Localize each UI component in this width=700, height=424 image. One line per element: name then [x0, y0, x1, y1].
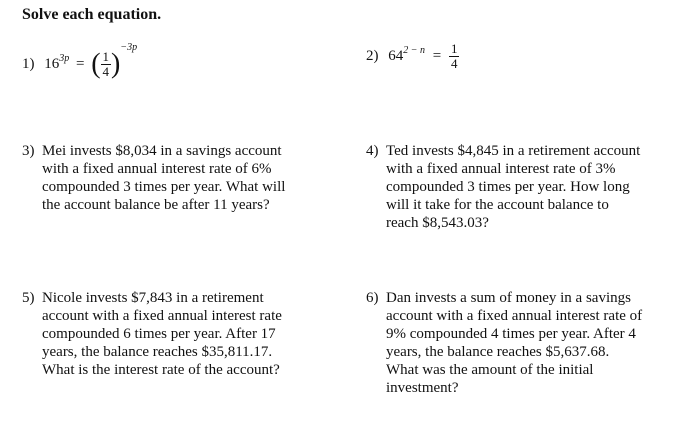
problem-6-line: Dan invests a sum of money in a savings [386, 290, 631, 306]
problem-4-number: 4) [366, 143, 379, 159]
problem-6-number: 6) [366, 290, 379, 306]
equation-1-number: 1) [22, 56, 35, 72]
equation-2-fraction [449, 42, 460, 71]
problem-4-text [386, 142, 666, 232]
equation-1-frac-numerator: 1 [102, 49, 110, 65]
problem-4 [366, 142, 666, 232]
equation-2-equals: = [432, 47, 442, 64]
equation-1-base-exponent: 3p [59, 53, 70, 64]
problem-6-text [386, 289, 666, 397]
problem-3-text [42, 142, 312, 214]
equation-1-rhs-exponent: −3p [120, 42, 138, 53]
equation-2-frac-denominator: 4 [450, 56, 458, 71]
problem-6-line: years, the balance reaches $5,637.68. [386, 344, 610, 360]
problem-3-line: compounded 3 times per year. What will [42, 179, 286, 195]
problem-6-line: investment? [386, 380, 459, 396]
problem-3 [22, 142, 312, 214]
problem-5-line: compounded 6 times per year. After 17 [42, 326, 276, 342]
problem-4-line: with a fixed annual interest rate of 3% [386, 161, 616, 177]
problem-6 [366, 289, 666, 397]
equation-2 [366, 42, 459, 71]
equation-2-frac-numerator: 1 [450, 41, 458, 56]
problem-5-text [42, 289, 312, 379]
problem-5-number: 5) [22, 290, 35, 306]
problem-4-line: compounded 3 times per year. How long [386, 179, 630, 195]
problem-3-line: with a fixed annual interest rate of 6% [42, 161, 272, 177]
open-paren: ( [91, 48, 101, 80]
problem-5-line: years, the balance reaches $35,811.17. [42, 344, 273, 360]
problem-5 [22, 289, 312, 379]
equation-1 [22, 42, 137, 79]
problem-4-line: will it take for the account balance to [386, 197, 609, 213]
equation-2-base: 64 [388, 47, 404, 64]
equation-1-fraction [101, 50, 112, 79]
problem-3-number: 3) [22, 143, 35, 159]
problem-6-line: 9% compounded 4 times per year. After 4 [386, 326, 636, 342]
equation-1-base: 16 [44, 56, 60, 72]
equation-2-number: 2) [366, 47, 379, 64]
worksheet-title: Solve each equation. [22, 6, 162, 23]
problem-5-line: What is the interest rate of the account? [42, 362, 280, 378]
equation-2-base-exponent: 2 − n [403, 44, 425, 56]
problem-6-line: What was the amount of the initial [386, 362, 594, 378]
problem-4-line: reach $8,543.03? [386, 215, 489, 231]
problem-6-line: account with a fixed annual interest rate of [386, 308, 643, 324]
problem-5-line: Nicole invests $7,843 in a retirement [42, 290, 264, 306]
problem-3-line: the account balance be after 11 years? [42, 197, 270, 213]
problem-4-line: Ted invests $4,845 in a retirement account [386, 143, 641, 159]
equation-1-frac-denominator: 4 [102, 64, 110, 80]
equation-1-equals: = [76, 56, 85, 72]
close-paren: ) [111, 48, 121, 80]
problem-3-line: Mei invests $8,034 in a savings account [42, 143, 282, 159]
problem-5-line: account with a fixed annual interest rate [42, 308, 282, 324]
